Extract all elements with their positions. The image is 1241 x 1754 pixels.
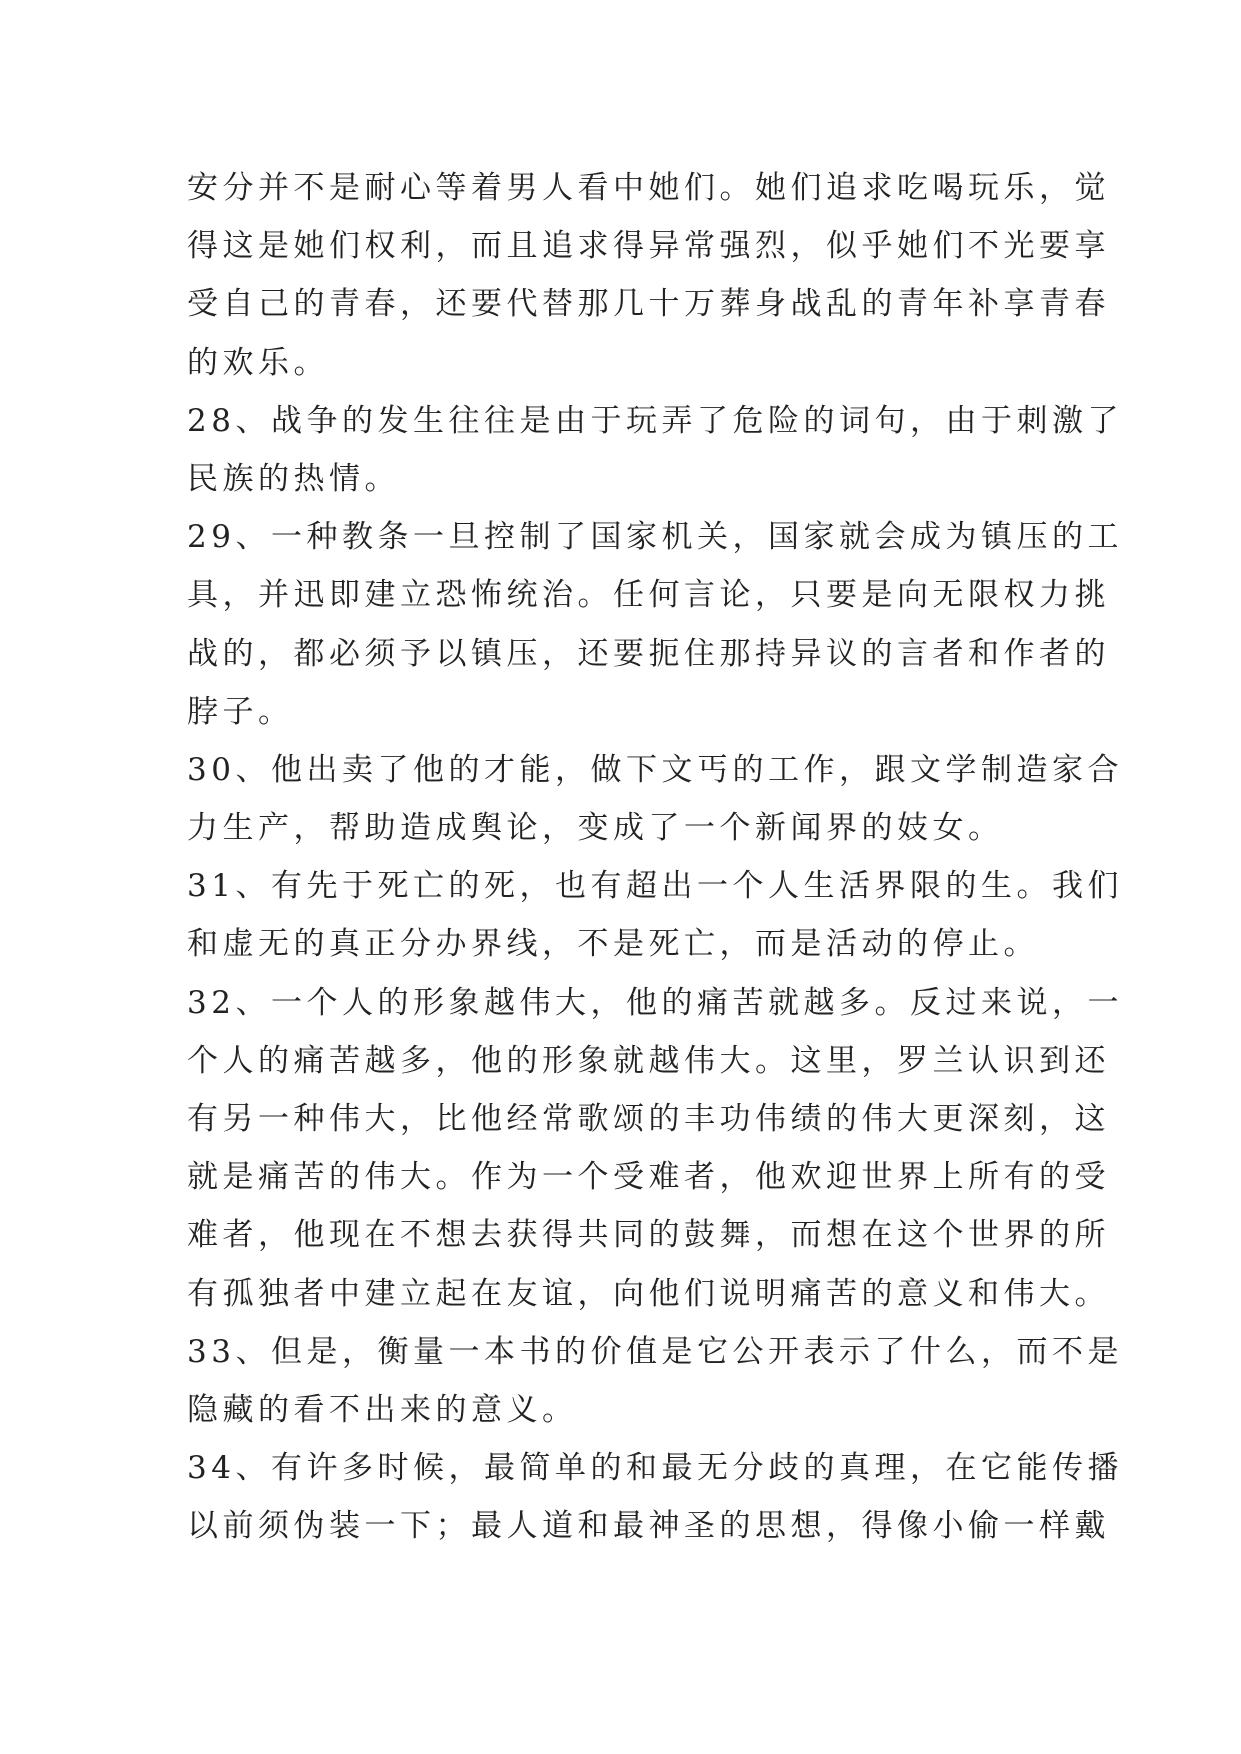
text-line: 32、一个人的形象越伟大，他的痛苦就越多。反过来说，一: [187, 984, 1123, 1021]
text-line: 脖子。: [187, 693, 294, 730]
text-line: 战的，都必须予以镇压，还要扼住那持异议的言者和作者的: [187, 635, 1110, 672]
text-line: 安分并不是耐心等着男人看中她们。她们追求吃喝玩乐，觉: [187, 170, 1110, 206]
text-line: 以前须伪装一下；最人道和最神圣的思想，得像小偷一样戴: [187, 1508, 1110, 1545]
text-line: 个人的痛苦越多，他的形象就越伟大。这里，罗兰认识到还: [187, 1042, 1110, 1079]
text-line: 民族的热情。: [187, 460, 400, 497]
text-line: 的欢乐。: [187, 344, 329, 381]
text-line: 29、一种教条一旦控制了国家机关，国家就会成为镇压的工: [187, 519, 1123, 556]
body-text: [187, 159, 1123, 1556]
text-line: 33、但是，衡量一本书的价值是它公开表示了什么，而不是: [187, 1333, 1123, 1370]
text-line: 28、战争的发生往往是由于玩弄了危险的词句，由于刺激了: [187, 402, 1123, 439]
text-line: 有孤独者中建立起在友谊，向他们说明痛苦的意义和伟大。: [187, 1275, 1110, 1312]
text-line: 具，并迅即建立恐怖统治。任何言论，只要是向无限权力挑: [187, 577, 1110, 614]
text-line: 就是痛苦的伟大。作为一个受难者，他欢迎世界上所有的受: [187, 1159, 1110, 1196]
text-line: 难者，他现在不想去获得共同的鼓舞，而想在这个世界的所: [187, 1217, 1110, 1254]
text-line: 和虚无的真正分办界线，不是死亡，而是活动的停止。: [187, 926, 1039, 963]
text-line: 隐藏的看不出来的意义。: [187, 1391, 578, 1428]
text-line: 34、有许多时候，最简单的和最无分歧的真理，在它能传播: [187, 1450, 1123, 1487]
text-line: 31、有先于死亡的死，也有超出一个人生活界限的生。我们: [187, 868, 1123, 905]
text-line: 有另一种伟大，比他经常歌颂的丰功伟绩的伟大更深刻，这: [187, 1101, 1110, 1137]
text-line: 30、他出卖了他的才能，做下文丐的工作，跟文学制造家合: [187, 751, 1123, 788]
text-line: 受自己的青春，还要代替那几十万葬身战乱的青年补享青春: [187, 286, 1110, 323]
text-line: 得这是她们权利，而且追求得异常强烈，似乎她们不光要享: [187, 228, 1110, 265]
text-line: 力生产，帮助造成舆论，变成了一个新闻界的妓女。: [187, 810, 1004, 847]
